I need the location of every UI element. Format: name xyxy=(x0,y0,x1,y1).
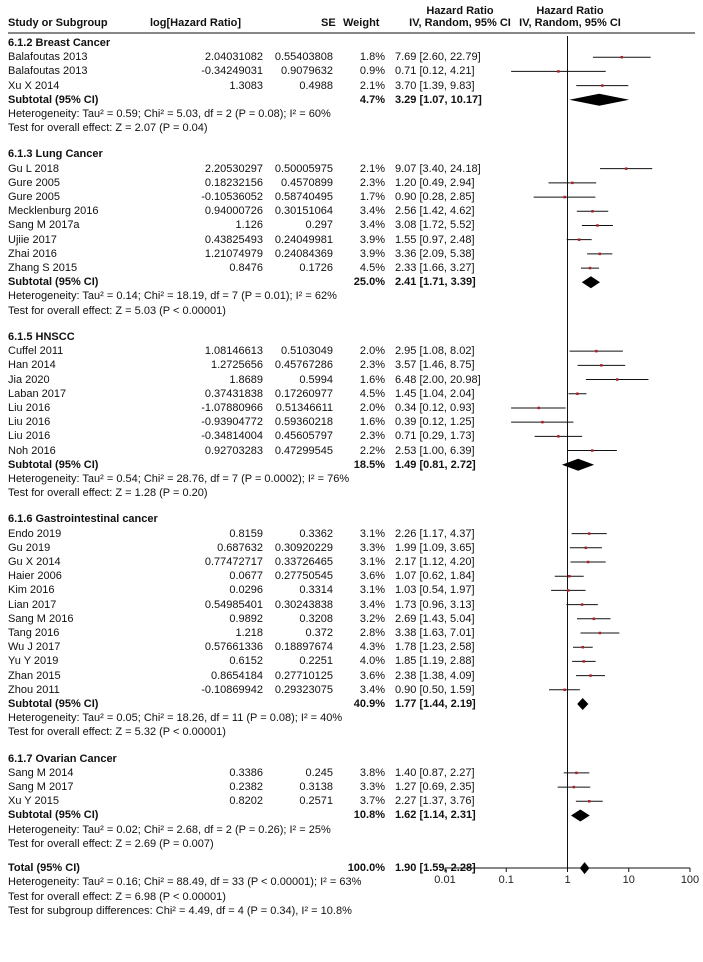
study-weight: 4.0% xyxy=(359,655,385,668)
study-name: Ujiie 2017 xyxy=(8,233,57,246)
heterogeneity-note: Heterogeneity: Tau² = 0.05; Chi² = 18.26, df = 11 (P = 0.08); I² = 40% xyxy=(8,712,343,725)
study-3-7-point xyxy=(599,632,602,635)
study-weight: 2.1% xyxy=(359,162,385,175)
study-se: 0.17260977 xyxy=(274,387,333,400)
study-log-hr: 0.0677 xyxy=(229,570,263,583)
study-se: 0.30151064 xyxy=(274,205,333,218)
study-4-1-point xyxy=(573,786,576,789)
study-se: 0.18897674 xyxy=(274,641,333,654)
x-tick-label-3: 10 xyxy=(622,874,635,886)
study-se: 0.33726465 xyxy=(274,556,333,568)
study-ci: 1.40 [0.87, 2.27] xyxy=(395,766,475,779)
study-name: Zhou 2011 xyxy=(8,683,60,696)
study-name: Yu Y 2019 xyxy=(8,655,59,668)
study-name: Xu Y 2015 xyxy=(8,795,59,808)
study-log-hr: 0.54985401 xyxy=(204,598,263,611)
overall-effect-note: Test for overall effect: Z = 5.32 (P < 0.00001) xyxy=(8,726,226,739)
study-se: 0.58740495 xyxy=(274,191,333,204)
study-se: 0.5103049 xyxy=(281,345,333,358)
total-overall-effect-note: Test for overall effect: Z = 6.98 (P < 0.00001) xyxy=(8,890,226,903)
study-log-hr: 0.8202 xyxy=(229,795,263,808)
study-name: Noh 2016 xyxy=(8,444,56,457)
study-ci: 2.69 [1.43, 5.04] xyxy=(395,612,475,625)
heterogeneity-note: Heterogeneity: Tau² = 0.59; Chi² = 5.03, df = 2 (P = 0.08); I² = 60% xyxy=(8,108,331,120)
study-ci: 0.90 [0.50, 1.59] xyxy=(395,683,475,696)
study-weight: 3.4% xyxy=(359,683,385,696)
subtotal-diamond-1 xyxy=(582,276,600,288)
subtotal-ci: 2.41 [1.71, 3.39] xyxy=(395,276,476,289)
study-3-11-point xyxy=(563,689,566,692)
study-weight: 3.2% xyxy=(359,612,385,625)
study-ci: 3.70 [1.39, 9.83] xyxy=(395,79,475,92)
study-2-3-point xyxy=(576,392,579,395)
study-se: 0.50005975 xyxy=(274,162,333,175)
subtotal-ci: 3.29 [1.07, 10.17] xyxy=(395,93,482,106)
study-weight: 3.3% xyxy=(359,781,385,794)
study-2-6-point xyxy=(557,435,560,438)
study-weight: 3.6% xyxy=(359,570,385,583)
study-weight: 4.5% xyxy=(359,387,385,400)
study-ci: 1.03 [0.54, 1.97] xyxy=(395,584,475,597)
study-weight: 2.8% xyxy=(359,627,385,639)
study-name: Tang 2016 xyxy=(8,627,60,639)
study-weight: 1.6% xyxy=(359,373,385,386)
study-0-2-point xyxy=(601,84,604,87)
study-ci: 3.08 [1.72, 5.52] xyxy=(395,219,475,232)
study-log-hr: 0.8654184 xyxy=(211,669,263,682)
overall-effect-note: Test for overall effect: Z = 1.28 (P = 0.20) xyxy=(8,487,208,500)
subtotal-weight: 18.5% xyxy=(353,458,385,471)
study-se: 0.297 xyxy=(305,219,333,232)
study-se: 0.29323075 xyxy=(274,683,333,696)
study-2-4-point xyxy=(538,407,541,410)
study-2-5-point xyxy=(541,421,544,424)
subtotal-label: Subtotal (95% CI) xyxy=(8,276,99,289)
study-0-0-point xyxy=(621,56,624,59)
study-name: Liu 2016 xyxy=(8,416,51,429)
study-se: 0.4570899 xyxy=(281,176,333,189)
study-weight: 1.7% xyxy=(359,191,385,204)
study-4-0-point xyxy=(575,772,578,775)
study-1-0-point xyxy=(625,167,628,170)
study-se: 0.9079632 xyxy=(281,65,333,78)
study-weight: 3.4% xyxy=(359,219,385,232)
header-weight: Weight xyxy=(343,17,380,29)
study-log-hr: 0.43825493 xyxy=(204,233,263,246)
study-name: Han 2014 xyxy=(8,359,56,372)
study-se: 0.30243838 xyxy=(274,598,333,611)
subtotal-diamond-3 xyxy=(577,698,588,710)
study-se: 0.45767286 xyxy=(274,359,333,372)
study-ci: 2.56 [1.42, 4.62] xyxy=(395,205,475,218)
study-name: Gu L 2018 xyxy=(8,162,59,175)
study-weight: 3.6% xyxy=(359,669,385,682)
study-weight: 1.8% xyxy=(359,51,385,64)
study-log-hr: 1.126 xyxy=(235,219,263,232)
study-name: Haier 2006 xyxy=(8,570,62,583)
header-se: SE xyxy=(321,17,336,29)
study-weight: 2.0% xyxy=(359,401,385,414)
header-hr-line2: IV, Random, 95% CI xyxy=(409,17,511,29)
study-log-hr: 0.77472717 xyxy=(204,556,263,568)
study-name: Balafoutas 2013 xyxy=(8,65,88,78)
study-name: Endo 2019 xyxy=(8,527,62,540)
study-se: 0.4988 xyxy=(299,79,333,92)
total-weight: 100.0% xyxy=(347,862,385,875)
study-ci: 2.53 [1.00, 6.39] xyxy=(395,444,475,457)
study-log-hr: 1.08146613 xyxy=(204,345,263,358)
study-se: 0.59360218 xyxy=(274,416,333,429)
study-ci: 3.36 [2.09, 5.38] xyxy=(395,247,475,260)
study-log-hr: 0.687632 xyxy=(217,541,263,554)
study-name: Xu X 2014 xyxy=(8,79,60,92)
study-log-hr: 2.20530297 xyxy=(204,162,263,175)
study-log-hr: 1.3083 xyxy=(229,79,263,92)
subtotal-label: Subtotal (95% CI) xyxy=(8,698,99,710)
study-weight: 3.1% xyxy=(359,556,385,568)
study-1-2-point xyxy=(563,196,566,199)
total-ci: 1.90 [1.59, 2.28] xyxy=(395,862,476,875)
study-ci: 1.99 [1.09, 3.65] xyxy=(395,541,475,554)
study-weight: 2.3% xyxy=(359,176,385,189)
subtotal-weight: 40.9% xyxy=(353,698,385,710)
study-weight: 2.3% xyxy=(359,359,385,372)
study-name: Sang M 2017a xyxy=(8,219,80,232)
subtotal-label: Subtotal (95% CI) xyxy=(8,93,99,106)
heterogeneity-note: Heterogeneity: Tau² = 0.02; Chi² = 2.68, df = 2 (P = 0.26); I² = 25% xyxy=(8,823,331,836)
study-name: Liu 2016 xyxy=(8,401,51,414)
study-weight: 3.3% xyxy=(359,541,385,554)
study-weight: 3.7% xyxy=(359,795,385,808)
study-ci: 0.71 [0.12, 4.21] xyxy=(395,65,475,78)
study-weight: 2.2% xyxy=(359,444,385,457)
study-ci: 7.69 [2.60, 22.79] xyxy=(395,51,481,64)
study-ci: 6.48 [2.00, 20.98] xyxy=(395,373,481,386)
study-log-hr: 1.21074979 xyxy=(204,247,263,260)
total-label: Total (95% CI) xyxy=(8,862,80,875)
study-se: 0.30920229 xyxy=(274,541,333,554)
study-2-0-point xyxy=(595,350,598,353)
study-log-hr: 1.218 xyxy=(235,627,263,639)
study-se: 0.5994 xyxy=(299,373,333,386)
study-3-6-point xyxy=(593,618,596,621)
study-se: 0.3362 xyxy=(299,527,333,540)
study-se: 0.3138 xyxy=(299,781,333,794)
study-log-hr: 0.0296 xyxy=(229,584,263,597)
study-4-2-point xyxy=(588,800,591,803)
study-se: 0.245 xyxy=(305,766,333,779)
study-weight: 2.3% xyxy=(359,430,385,443)
study-ci: 3.57 [1.46, 8.75] xyxy=(395,359,475,372)
study-ci: 1.85 [1.19, 2.88] xyxy=(395,655,475,668)
study-se: 0.2571 xyxy=(299,795,333,808)
study-name: Liu 2016 xyxy=(8,430,51,443)
study-name: Gure 2005 xyxy=(8,191,60,204)
study-3-9-point xyxy=(583,660,586,663)
subtotal-weight: 25.0% xyxy=(353,276,385,289)
study-weight: 3.1% xyxy=(359,584,385,597)
subtotal-ci: 1.77 [1.44, 2.19] xyxy=(395,698,476,710)
study-se: 0.2251 xyxy=(299,655,333,668)
study-name: Sang M 2016 xyxy=(8,612,74,625)
study-1-5-point xyxy=(578,238,581,241)
heterogeneity-note: Heterogeneity: Tau² = 0.14; Chi² = 18.19, df = 7 (P = 0.01); I² = 62% xyxy=(8,290,337,303)
study-name: Gure 2005 xyxy=(8,176,60,189)
study-name: Jia 2020 xyxy=(8,373,50,386)
study-ci: 2.17 [1.12, 4.20] xyxy=(395,556,475,568)
group-title: 6.1.6 Gastrointestinal cancer xyxy=(8,513,158,526)
study-3-3-point xyxy=(568,575,571,578)
study-ci: 0.71 [0.29, 1.73] xyxy=(395,430,475,443)
study-weight: 3.8% xyxy=(359,766,385,779)
study-name: Wu J 2017 xyxy=(8,641,61,654)
study-se: 0.24084369 xyxy=(274,247,333,260)
study-2-7-point xyxy=(591,449,594,452)
study-ci: 0.90 [0.28, 2.85] xyxy=(395,191,475,204)
study-ci: 2.33 [1.66, 3.27] xyxy=(395,262,475,275)
header-plot-line1: Hazard Ratio xyxy=(536,5,604,17)
study-3-4-point xyxy=(567,589,570,592)
study-log-hr: 0.2382 xyxy=(229,781,263,794)
study-name: Cuffel 2011 xyxy=(8,345,64,358)
study-ci: 2.27 [1.37, 3.76] xyxy=(395,795,475,808)
study-weight: 4.5% xyxy=(359,262,385,275)
overall-effect-note: Test for overall effect: Z = 5.03 (P < 0.00001) xyxy=(8,304,226,317)
subgroup-differences-note: Test for subgroup differences: Chi² = 4.49, df = 4 (P = 0.34), I² = 10.8% xyxy=(8,904,352,917)
study-weight: 3.1% xyxy=(359,527,385,540)
study-name: Kim 2016 xyxy=(8,584,55,597)
study-ci: 2.38 [1.38, 4.09] xyxy=(395,669,475,682)
subtotal-diamond-0 xyxy=(569,94,629,106)
header-plot-line2: IV, Random, 95% CI xyxy=(519,17,621,29)
total-diamond xyxy=(580,862,590,874)
study-log-hr: 0.3386 xyxy=(229,766,263,779)
study-3-1-point xyxy=(585,547,588,550)
study-weight: 2.1% xyxy=(359,79,385,92)
study-log-hr: -1.07880966 xyxy=(201,401,263,414)
study-name: Mecklenburg 2016 xyxy=(8,205,99,218)
study-name: Lian 2017 xyxy=(8,598,57,611)
study-se: 0.55403808 xyxy=(274,51,333,64)
study-name: Zhang S 2015 xyxy=(8,262,78,275)
study-name: Sang M 2017 xyxy=(8,781,74,794)
study-1-1-point xyxy=(571,182,574,185)
subtotal-ci: 1.49 [0.81, 2.72] xyxy=(395,458,476,471)
study-log-hr: 0.57661336 xyxy=(204,641,263,654)
study-name: Zhan 2015 xyxy=(8,669,61,682)
study-se: 0.1726 xyxy=(299,262,333,275)
study-ci: 1.55 [0.97, 2.48] xyxy=(395,233,475,246)
x-tick-label-1: 0.1 xyxy=(498,874,514,886)
study-log-hr: 0.9892 xyxy=(229,612,263,625)
header-study: Study or Subgroup xyxy=(8,17,108,29)
study-3-2-point xyxy=(587,561,590,564)
study-3-0-point xyxy=(588,532,591,535)
overall-effect-note: Test for overall effect: Z = 2.07 (P = 0.04) xyxy=(8,122,208,135)
study-weight: 0.9% xyxy=(359,65,385,78)
study-se: 0.3208 xyxy=(299,612,333,625)
study-ci: 3.38 [1.63, 7.01] xyxy=(395,627,475,639)
study-log-hr: -0.34814004 xyxy=(201,430,263,443)
study-ci: 1.78 [1.23, 2.58] xyxy=(395,641,475,654)
study-name: Gu 2019 xyxy=(8,541,51,554)
study-ci: 0.39 [0.12, 1.25] xyxy=(395,416,475,429)
study-weight: 3.4% xyxy=(359,598,385,611)
group-title: 6.1.3 Lung Cancer xyxy=(8,148,103,161)
study-log-hr: 0.8159 xyxy=(229,527,263,540)
study-name: Gu X 2014 xyxy=(8,556,61,568)
study-se: 0.24049981 xyxy=(274,233,333,246)
study-ci: 1.73 [0.96, 3.13] xyxy=(395,598,475,611)
subtotal-diamond-2 xyxy=(562,459,594,471)
study-2-1-point xyxy=(600,364,603,367)
study-log-hr: 0.18232156 xyxy=(204,176,263,189)
study-3-8-point xyxy=(582,646,585,649)
subtotal-diamond-4 xyxy=(571,809,590,821)
study-log-hr: -0.10869942 xyxy=(201,683,263,696)
heterogeneity-note: Heterogeneity: Tau² = 0.54; Chi² = 28.76, df = 7 (P = 0.0002); I² = 76% xyxy=(8,472,350,485)
study-2-2-point xyxy=(616,378,619,381)
study-log-hr: -0.10536052 xyxy=(201,191,263,204)
study-log-hr: 0.6152 xyxy=(229,655,263,668)
x-tick-label-0: 0.01 xyxy=(434,874,456,886)
study-name: Zhai 2016 xyxy=(8,247,57,260)
study-weight: 3.9% xyxy=(359,247,385,260)
subtotal-ci: 1.62 [1.14, 2.31] xyxy=(395,809,476,822)
header-log-hr: log[Hazard Ratio] xyxy=(150,17,242,29)
study-ci: 1.20 [0.49, 2.94] xyxy=(395,176,475,189)
study-se: 0.27710125 xyxy=(274,669,333,682)
group-title: 6.1.2 Breast Cancer xyxy=(8,37,111,49)
study-1-6-point xyxy=(598,253,601,256)
study-se: 0.45605797 xyxy=(274,430,333,443)
study-1-3-point xyxy=(591,210,594,213)
study-3-10-point xyxy=(589,674,592,677)
study-log-hr: -0.34249031 xyxy=(201,65,263,78)
study-weight: 4.3% xyxy=(359,641,385,654)
study-se: 0.47299545 xyxy=(274,444,333,457)
subtotal-label: Subtotal (95% CI) xyxy=(8,458,99,471)
study-name: Sang M 2014 xyxy=(8,766,74,779)
study-ci: 1.27 [0.69, 2.35] xyxy=(395,781,475,794)
overall-effect-note: Test for overall effect: Z = 2.69 (P = 0.007) xyxy=(8,837,214,850)
study-se: 0.27750545 xyxy=(274,570,333,583)
subtotal-weight: 10.8% xyxy=(353,809,385,822)
study-weight: 3.4% xyxy=(359,205,385,218)
study-ci: 1.07 [0.62, 1.84] xyxy=(395,570,475,583)
study-ci: 1.45 [1.04, 2.04] xyxy=(395,387,475,400)
study-3-5-point xyxy=(581,603,584,606)
study-log-hr: 2.04031082 xyxy=(204,51,263,64)
study-log-hr: 0.94000726 xyxy=(204,205,263,218)
study-1-7-point xyxy=(589,267,592,270)
study-ci: 9.07 [3.40, 24.18] xyxy=(395,162,481,175)
group-title: 6.1.7 Ovarian Cancer xyxy=(8,752,117,765)
study-1-4-point xyxy=(596,224,599,227)
total-heterogeneity-note: Heterogeneity: Tau² = 0.16; Chi² = 88.49, df = 33 (P < 0.00001); I² = 63% xyxy=(8,876,362,889)
study-se: 0.372 xyxy=(305,627,333,639)
study-name: Laban 2017 xyxy=(8,387,67,400)
study-log-hr: 0.92703283 xyxy=(204,444,263,457)
study-log-hr: 0.8476 xyxy=(229,262,263,275)
x-tick-label-4: 100 xyxy=(680,874,700,886)
study-0-1-point xyxy=(557,70,560,73)
study-log-hr: 1.2725656 xyxy=(211,359,263,372)
study-weight: 2.0% xyxy=(359,345,385,358)
study-ci: 2.95 [1.08, 8.02] xyxy=(395,345,475,358)
header-hr-line1: Hazard Ratio xyxy=(426,5,494,17)
study-ci: 0.34 [0.12, 0.93] xyxy=(395,401,475,414)
study-se: 0.51346611 xyxy=(275,401,333,414)
study-se: 0.3314 xyxy=(299,584,333,597)
study-ci: 2.26 [1.17, 4.37] xyxy=(395,527,475,540)
group-title: 6.1.5 HNSCC xyxy=(8,330,75,343)
study-weight: 1.6% xyxy=(359,416,385,429)
study-log-hr: -0.93904772 xyxy=(201,416,263,429)
x-tick-label-2: 1 xyxy=(564,874,571,886)
subtotal-weight: 4.7% xyxy=(359,93,385,106)
subtotal-label: Subtotal (95% CI) xyxy=(8,809,99,822)
study-weight: 3.9% xyxy=(359,233,385,246)
study-log-hr: 0.37431838 xyxy=(204,387,263,400)
study-name: Balafoutas 2013 xyxy=(8,51,88,64)
study-log-hr: 1.8689 xyxy=(229,373,263,386)
